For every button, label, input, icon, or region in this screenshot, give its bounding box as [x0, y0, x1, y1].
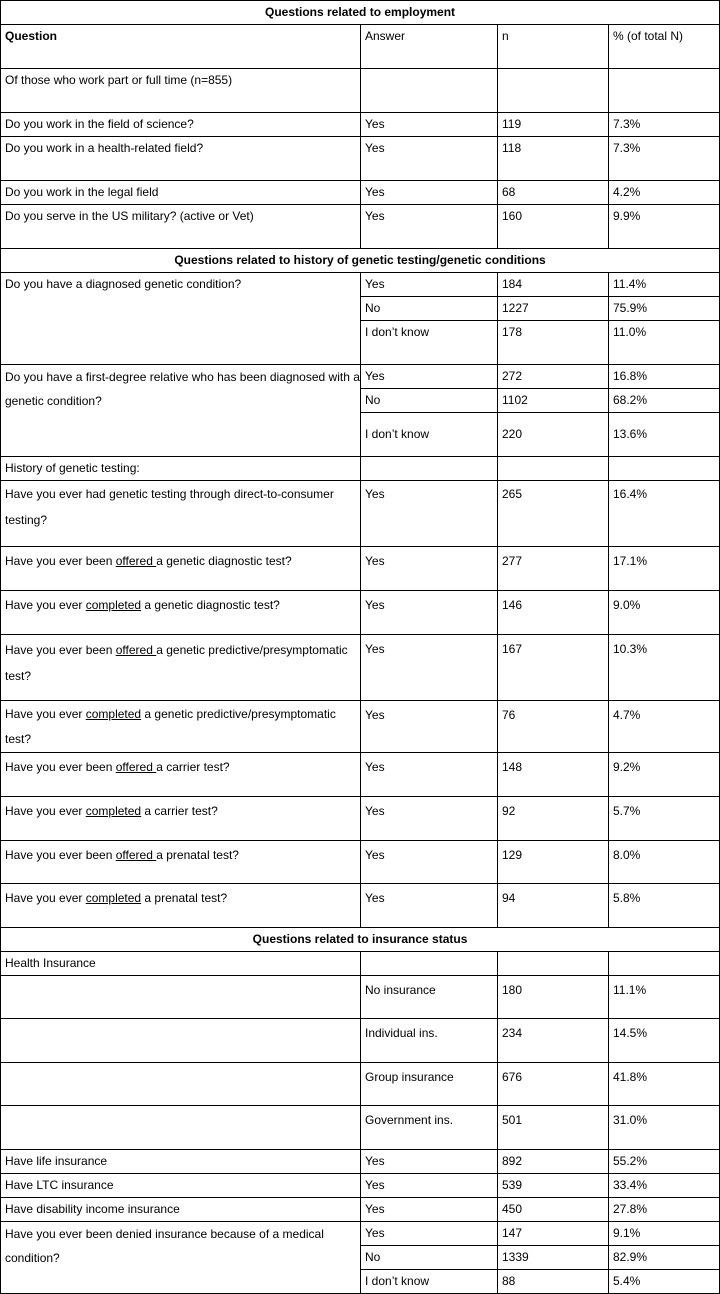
n-cell: 167	[498, 635, 609, 701]
verb-completed: completed	[85, 804, 142, 818]
pct-cell: 11.1%	[609, 976, 720, 1019]
table-row	[1, 1150, 720, 1174]
n-cell: 676	[498, 1063, 609, 1106]
pct-cell: 75.9%	[609, 297, 720, 321]
table-row	[1, 69, 720, 113]
answer-cell: Group insurance	[361, 1063, 498, 1106]
answer-cell: Yes	[361, 753, 498, 797]
employment-subset-label: Of those who work part or full time (n=855)	[1, 69, 361, 113]
n-cell: 450	[498, 1198, 609, 1222]
table-row	[1, 797, 720, 841]
table-row	[1, 976, 720, 1019]
n-cell: 265	[498, 481, 609, 547]
answer-cell: Yes	[361, 481, 498, 547]
n-cell: 1339	[498, 1246, 609, 1270]
question-cell: Have you ever completed a genetic predictive/presymptomatic test?	[1, 701, 361, 753]
pct-cell: 11.4%	[609, 273, 720, 297]
answer-cell: Individual ins.	[361, 1019, 498, 1063]
table-row	[1, 205, 720, 249]
table-row	[1, 952, 720, 976]
answer-cell: Yes	[361, 1222, 498, 1246]
header-pct: % (of total N)	[609, 25, 720, 69]
answer-cell: Yes	[361, 137, 498, 181]
table-row	[1, 1174, 720, 1198]
n-cell: 184	[498, 273, 609, 297]
verb-offered: offered	[115, 554, 157, 568]
table-row	[1, 181, 720, 205]
table-row	[1, 365, 720, 389]
table-row	[1, 841, 720, 884]
pct-cell: 41.8%	[609, 1063, 720, 1106]
history-label: History of genetic testing:	[1, 457, 361, 481]
header-answer: Answer	[361, 25, 498, 69]
pct-cell: 4.2%	[609, 181, 720, 205]
column-header-row	[1, 25, 720, 69]
n-cell: 146	[498, 591, 609, 635]
answer-cell: Yes	[361, 797, 498, 841]
n-cell: 76	[498, 701, 609, 753]
pct-cell: 5.7%	[609, 797, 720, 841]
n-cell: 88	[498, 1270, 609, 1294]
table-row	[1, 1019, 720, 1063]
section-header-row	[1, 249, 720, 273]
question-cell: Do you work in the legal field	[1, 181, 361, 205]
n-cell: 160	[498, 205, 609, 249]
answer-cell: No	[361, 389, 498, 413]
question-cell: Have disability income insurance	[1, 1198, 361, 1222]
verb-completed: completed	[85, 891, 142, 905]
answer-cell: Yes	[361, 1150, 498, 1174]
n-cell: 277	[498, 547, 609, 591]
answer-cell: No	[361, 1246, 498, 1270]
answer-cell: No	[361, 297, 498, 321]
n-cell: 180	[498, 976, 609, 1019]
answer-cell: Yes	[361, 635, 498, 701]
section-header-row	[1, 928, 720, 952]
n-cell: 94	[498, 884, 609, 928]
table-row	[1, 481, 720, 547]
pct-cell: 68.2%	[609, 389, 720, 413]
n-cell: 539	[498, 1174, 609, 1198]
n-cell: 119	[498, 113, 609, 137]
question-cell: Do you serve in the US military? (active or Vet)	[1, 205, 361, 249]
pct-cell: 16.8%	[609, 365, 720, 389]
question-cell: Have you ever been offered a carrier test?	[1, 753, 361, 797]
pct-cell: 9.0%	[609, 591, 720, 635]
n-cell: 220	[498, 413, 609, 457]
pct-cell: 27.8%	[609, 1198, 720, 1222]
answer-cell: Yes	[361, 547, 498, 591]
pct-cell: 33.4%	[609, 1174, 720, 1198]
answer-cell: I don’t know	[361, 321, 498, 365]
verb-completed: completed	[85, 598, 142, 612]
table-row	[1, 1222, 720, 1246]
header-question: Question	[1, 25, 361, 69]
question-cell: Have life insurance	[1, 1150, 361, 1174]
question-cell: Have you ever completed a prenatal test?	[1, 884, 361, 928]
section-genetic-title: Questions related to history of genetic testing/genetic conditions	[1, 249, 720, 273]
table-row	[1, 273, 720, 297]
n-cell: 1227	[498, 297, 609, 321]
table-row	[1, 137, 720, 181]
answer-cell: Yes	[361, 841, 498, 884]
answer-cell: Yes	[361, 1198, 498, 1222]
question-cell: Do you have a first-degree relative who has been diagnosed with a genetic condition?	[1, 365, 361, 457]
table-row	[1, 701, 720, 753]
header-n: n	[498, 25, 609, 69]
answer-cell: Yes	[361, 113, 498, 137]
answer-cell: Yes	[361, 273, 498, 297]
pct-cell: 13.6%	[609, 413, 720, 457]
question-cell: Have you ever completed a carrier test?	[1, 797, 361, 841]
question-cell: Have you ever been offered a genetic predictive/presymptomatic test?	[1, 635, 361, 701]
pct-cell: 7.3%	[609, 113, 720, 137]
question-cell: Do you work in the field of science?	[1, 113, 361, 137]
verb-offered: offered	[115, 643, 157, 657]
answer-cell: I don’t know	[361, 413, 498, 457]
n-cell: 92	[498, 797, 609, 841]
table-row	[1, 457, 720, 481]
pct-cell: 17.1%	[609, 547, 720, 591]
pct-cell: 31.0%	[609, 1106, 720, 1150]
n-cell: 501	[498, 1106, 609, 1150]
n-cell: 892	[498, 1150, 609, 1174]
table-row	[1, 113, 720, 137]
table-row	[1, 635, 720, 701]
question-cell: Have you ever been denied insurance because of a medical condition?	[1, 1222, 361, 1294]
question-cell: Have you ever had genetic testing through direct-to-consumer testing?	[1, 481, 361, 547]
pct-cell: 4.7%	[609, 701, 720, 753]
n-cell: 272	[498, 365, 609, 389]
question-cell: Have you ever been offered a prenatal test?	[1, 841, 361, 884]
table-row	[1, 753, 720, 797]
table-row	[1, 884, 720, 928]
table-row	[1, 547, 720, 591]
table-row	[1, 1198, 720, 1222]
section-employment-title: Questions related to employment	[1, 1, 720, 25]
answer-cell: Yes	[361, 181, 498, 205]
question-cell: Have you ever completed a genetic diagnostic test?	[1, 591, 361, 635]
answer-cell: Yes	[361, 365, 498, 389]
answer-cell: I don’t know	[361, 1270, 498, 1294]
question-cell: Do you work in a health-related field?	[1, 137, 361, 181]
pct-cell: 55.2%	[609, 1150, 720, 1174]
answer-cell: Yes	[361, 205, 498, 249]
verb-offered: offered	[115, 848, 157, 862]
table-row	[1, 1106, 720, 1150]
answer-cell: Yes	[361, 701, 498, 753]
pct-cell: 10.3%	[609, 635, 720, 701]
pct-cell: 11.0%	[609, 321, 720, 365]
pct-cell: 5.4%	[609, 1270, 720, 1294]
verb-offered: offered	[115, 760, 157, 774]
answer-cell: No insurance	[361, 976, 498, 1019]
pct-cell: 16.4%	[609, 481, 720, 547]
table-row	[1, 1063, 720, 1106]
pct-cell: 8.0%	[609, 841, 720, 884]
pct-cell: 7.3%	[609, 137, 720, 181]
n-cell: 148	[498, 753, 609, 797]
pct-cell: 82.9%	[609, 1246, 720, 1270]
n-cell: 1102	[498, 389, 609, 413]
question-cell: Have you ever been offered a genetic diagnostic test?	[1, 547, 361, 591]
answer-cell: Government ins.	[361, 1106, 498, 1150]
n-cell: 234	[498, 1019, 609, 1063]
answer-cell: Yes	[361, 1174, 498, 1198]
table-row	[1, 591, 720, 635]
health-insurance-label: Health Insurance	[1, 952, 361, 976]
pct-cell: 9.2%	[609, 753, 720, 797]
n-cell: 147	[498, 1222, 609, 1246]
pct-cell: 5.8%	[609, 884, 720, 928]
n-cell: 178	[498, 321, 609, 365]
n-cell: 118	[498, 137, 609, 181]
n-cell: 68	[498, 181, 609, 205]
pct-cell: 9.1%	[609, 1222, 720, 1246]
n-cell: 129	[498, 841, 609, 884]
section-insurance-title: Questions related to insurance status	[1, 928, 720, 952]
question-cell: Have LTC insurance	[1, 1174, 361, 1198]
answer-cell: Yes	[361, 884, 498, 928]
pct-cell: 9.9%	[609, 205, 720, 249]
answer-cell: Yes	[361, 591, 498, 635]
question-cell: Do you have a diagnosed genetic condition?	[1, 273, 361, 365]
verb-completed: completed	[85, 707, 142, 721]
pct-cell: 14.5%	[609, 1019, 720, 1063]
section-header-row	[1, 1, 720, 25]
